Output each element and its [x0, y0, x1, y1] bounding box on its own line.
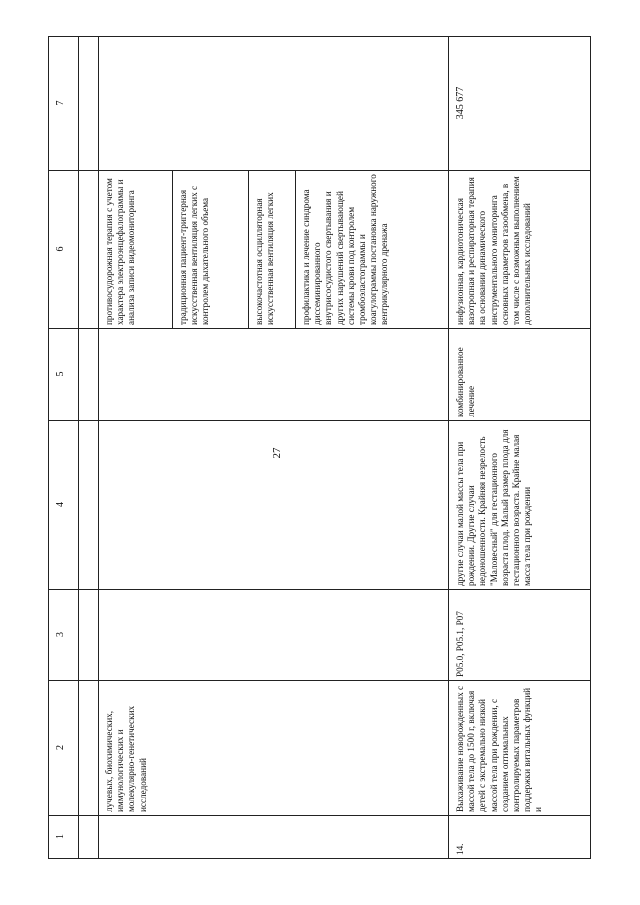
row14-col5-text: комбинированное лечение	[455, 347, 477, 417]
col-separator-3-2	[48, 680, 591, 681]
column-number-1: 1	[55, 834, 66, 839]
column-number-4: 4	[55, 502, 66, 507]
page-number: 27	[271, 447, 283, 459]
row14-col3-codes: P05.0, P05.1, P07	[455, 611, 465, 677]
column-number-3: 3	[55, 632, 66, 637]
continuation-col6-item-3: высокочастотная осцилляторная искусственная вентиляция легких	[254, 192, 276, 325]
row14-col2-text: Выхаживание новорожденных с массой тела до 1500 г, включая детей с экстремально низкой массой тела при рождении, с созданием оптимальных контролируемых параметров поддержки витальных функций и	[455, 685, 544, 812]
col-separator-2-1	[48, 815, 591, 816]
col-separator-4-3	[48, 589, 591, 590]
row14-col4-text: другие случаи малой массы тела при рождении. Другие случаи недоношенности. Крайняя незрелость "Маловесный" для гестационного возраста плод. Малый размер плода для гестационного возраста. Крайне малая масса тела при рождении	[455, 429, 533, 586]
header-separator	[78, 36, 79, 859]
col-separator-6-5	[48, 328, 591, 329]
table-top-border	[48, 36, 591, 37]
column-number-2: 2	[55, 745, 66, 750]
table-right-border	[590, 36, 591, 859]
row14-number: 14.	[455, 843, 465, 855]
column-number-6: 6	[55, 246, 66, 252]
col-separator-5-4	[48, 420, 591, 421]
row14-col6-text: инфузионная, кардиотоническая вазотропная и респираторная терапия на основании динамического инструментального мониторинга основных параметров газообмена, в том числе с возможным выполнением дополнительных исследований	[455, 176, 533, 325]
col6-item-divider-3	[295, 170, 296, 329]
column-number-5: 5	[55, 371, 66, 377]
continuation-col6-item-2: традиционная пациент-триггерная искусственная вентиляция легких с контролем дыхательного объема	[178, 185, 211, 325]
table-bottom-border	[48, 858, 591, 859]
table-left-border	[48, 36, 49, 859]
col6-item-divider-2	[248, 170, 249, 329]
continuation-col6-item-4: профилактика и лечение синдрома диссеминированного внутрисосудистого свертывания и других нарушений свертывающей системы крови под контролем тромбоэластограммы и коагулограммы постановка наружного вентрикулярного дренажа	[301, 174, 390, 325]
continuation-col6-item-1: противосудорожная терапия с учетом характера электроэнцефалограммы и анализа записи видеомониторинга	[104, 178, 137, 325]
column-number-7: 7	[55, 100, 66, 106]
row-separator-13-14	[448, 36, 449, 859]
col-separator-7-6	[48, 170, 591, 171]
continuation-col2-text: лучевых, биохимических, иммунологических и молекулярно-генетических исследований	[104, 705, 148, 812]
row14-col7-value: 345 677	[455, 86, 466, 120]
table-continuation-start	[98, 36, 99, 859]
